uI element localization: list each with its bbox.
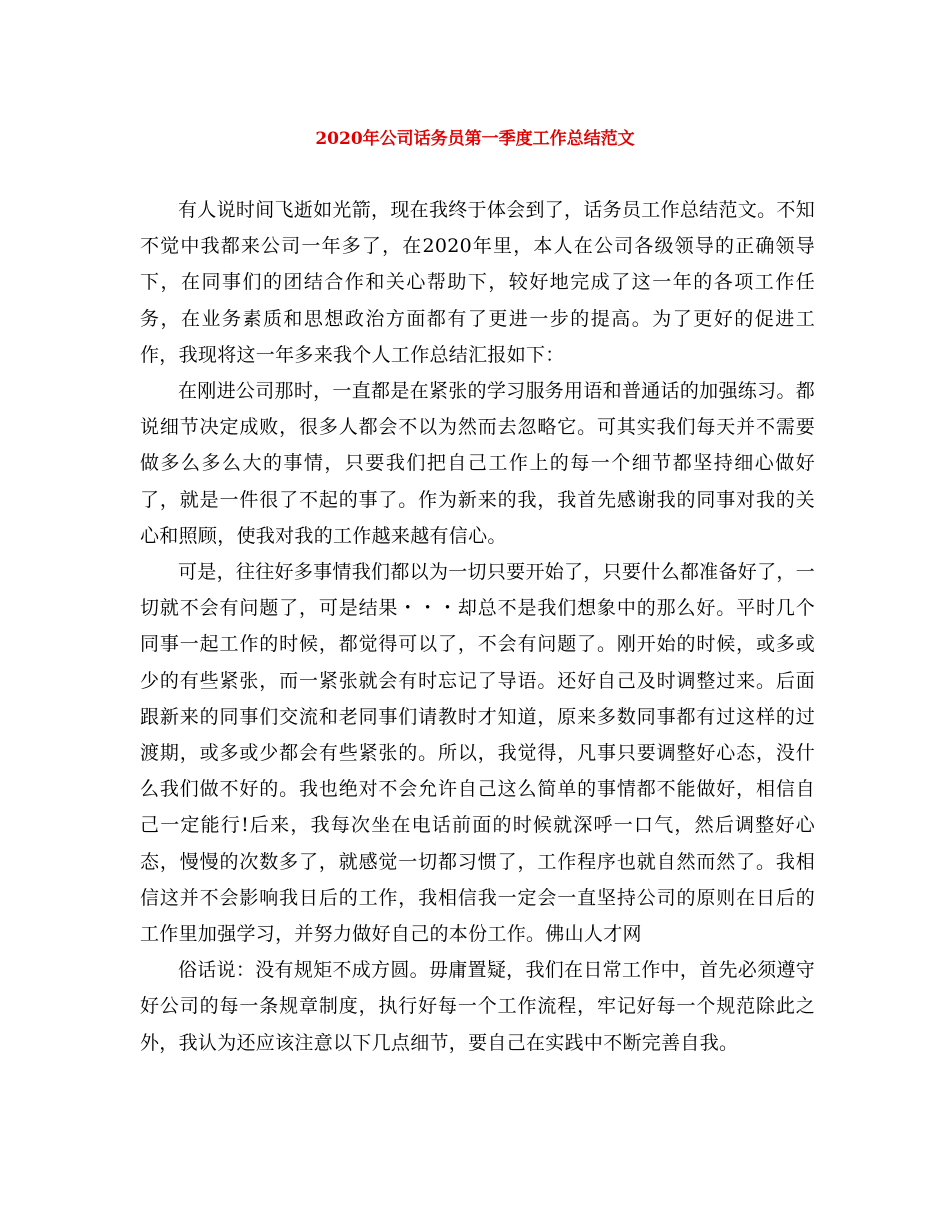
paragraph-first-days: 在刚进公司那时，一直都是在紧张的学习服务用语和普通话的加强练习。都说细节决定成败，很多人都会不以为然而去忽略它。可其实我们每天并不需要做多么多么大的事情，只要我们把自己工作上的每一个细节都坚持细心做好了，就是一件很了不起的事了。作为新来的我，我首先感谢我的同事对我的关心和照顾，使我对我的工作越来越有信心。 (140, 380, 815, 547)
document-title: 2020年公司话务员第一季度工作总结范文 (315, 129, 635, 149)
document-body (140, 192, 815, 1061)
paragraph-adjustment: 可是，往往好多事情我们都以为一切只要开始了，只要什么都准备好了，一切就不会有问题了，可是结果・・・却总不是我们想象中的那么好。平时几个同事一起工作的时候，都觉得可以了，不会有问题了。刚开始的时候，或多或少的有些紧张，而一紧张就会有时忘记了导语。还好自己及时调整过来。后面跟新来的同事们交流和老同事们请教时才知道，原来多数同事都有过这样的过渡期，或多或少都会有些紧张的。所以，我觉得，凡事只要调整好心态，没什么我们做不好的。我也绝对不会允许自己这么简单的事情都不能做好，相信自己一定能行!后来，我每次坐在电话前面的时候就深呼一口气，然后调整好心态，慢慢的次数多了，就感觉一切都习惯了，工作程序也就自然而然了。我相信这并不会影响我日后的工作，我相信我一定会一直坚持公司的原则在日后的工作里加强学习，并努力做好自己的本份工作。佛山人才网 (140, 561, 815, 946)
paragraph-rules: 俗话说：没有规矩不成方圆。毋庸置疑，我们在日常工作中，首先必须遵守好公司的每一条规章制度，执行好每一个工作流程，牢记好每一个规范除此之外，我认为还应该注意以下几点细节，要自己在实践中不断完善自我。 (140, 959, 815, 1054)
paragraph-intro: 有人说时间飞逝如光箭，现在我终于体会到了，话务员工作总结范文。不知不觉中我都来公司一年多了，在2020年里，本人在公司各级领导的正确领导下，在同事们的团结合作和关心帮助下，较好地完成了这一年的各项工作任务，在业务素质和思想政治方面都有了更进一步的提高。为了更好的促进工作，我现将这一年多来我个人工作总结汇报如下： (140, 199, 815, 366)
